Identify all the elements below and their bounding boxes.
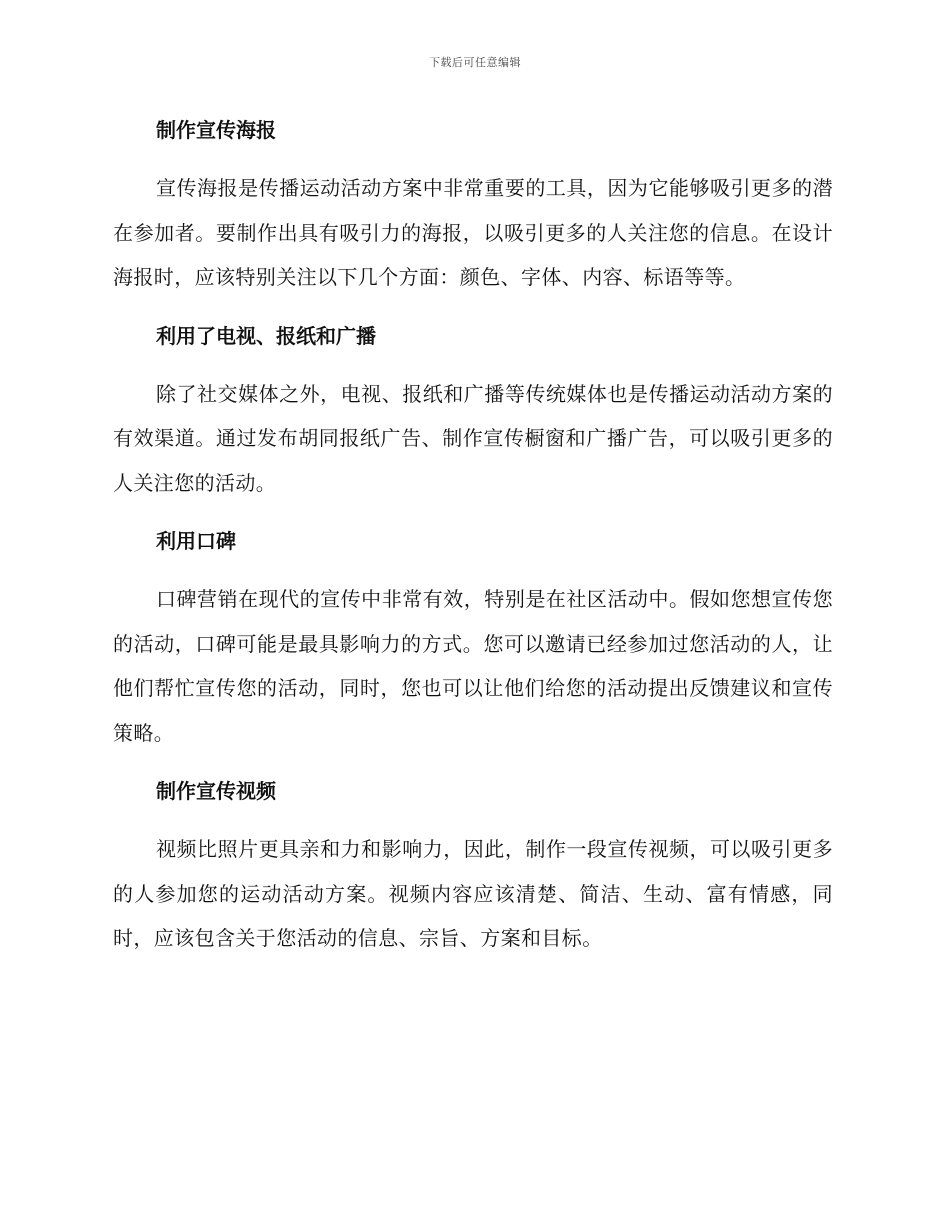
section-paragraph: 除了社交媒体之外，电视、报纸和广播等传统媒体也是传播运动活动方案的有效渠道。通过发布胡同报纸广告、制作宣传橱窗和广播广告，可以吸引更多的人关注您的活动。 [113,381,833,495]
section-word-of-mouth [113,519,833,755]
section-paragraph: 宣传海报是传播运动活动方案中非常重要的工具，因为它能够吸引更多的潜在参加者。要制作出具有吸引力的海报，以吸引更多的人关注您的信息。在设计海报时，应该特别关注以下几个方面：颜色、字体、内容、标语等等。 [113,176,833,289]
document-content [113,108,833,975]
section-poster [113,108,833,300]
section-video [113,769,833,961]
section-paragraph: 口碑营销在现代的宣传中非常有效，特别是在社区活动中。假如您想宣传您的活动，口碑可能是最具影响力的方式。您可以邀请已经参加过您活动的人，让他们帮忙宣传您的活动，同时，您也可以让他们给您的活动提出反馈建议和宣传策略。 [113,587,833,745]
section-heading: 利用了电视、报纸和广播 [156,323,376,348]
section-paragraph: 视频比照片更具亲和力和影响力，因此，制作一段宣传视频，可以吸引更多的人参加您的运动活动方案。视频内容应该清楚、简洁、生动、富有情感，同时，应该包含关于您活动的信息、宗旨、方案和目标。 [113,837,833,950]
page-header: 下载后可任意编辑 [429,56,521,69]
section-heading: 利用口碑 [156,529,236,553]
section-traditional-media [113,314,833,506]
section-heading: 制作宣传视频 [156,779,276,803]
section-heading: 制作宣传海报 [156,118,276,142]
